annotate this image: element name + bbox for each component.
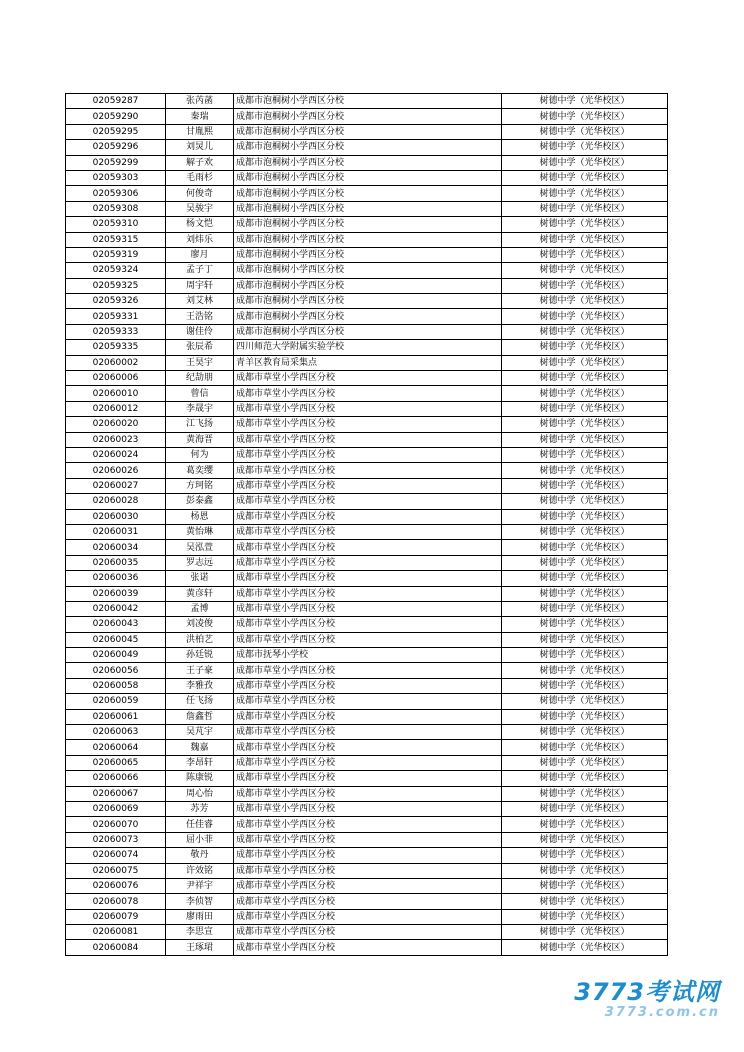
student-id-cell: 02060034 [66,540,166,555]
assigned-school-cell: 树德中学（光华校区） [502,540,668,555]
assigned-school-cell: 树德中学（光华校区） [502,324,668,339]
table-row [66,124,668,139]
primary-school-cell: 成都市草堂小学西区分校 [234,571,502,586]
student-name-cell: 张芮菡 [166,94,234,109]
table-row [66,678,668,693]
table-row [66,894,668,909]
assigned-school-cell: 树德中学（光华校区） [502,140,668,155]
assigned-school-cell: 树德中学（光华校区） [502,786,668,801]
assigned-school-cell: 树德中学（光华校区） [502,447,668,462]
table-row [66,94,668,109]
student-name-cell: 孙廷锐 [166,648,234,663]
student-name-cell: 廖月 [166,247,234,262]
student-id-cell: 02059306 [66,186,166,201]
assigned-school-cell: 树德中学（光华校区） [502,478,668,493]
primary-school-cell: 成都市泡桐树小学西区分校 [234,140,502,155]
assigned-school-cell: 树德中学（光华校区） [502,94,668,109]
assigned-school-cell: 树德中学（光华校区） [502,878,668,893]
primary-school-cell: 成都市泡桐树小学西区分校 [234,294,502,309]
table-row [66,540,668,555]
student-name-cell: 王浩铭 [166,309,234,324]
student-id-cell: 02059296 [66,140,166,155]
assigned-school-cell: 树德中学（光华校区） [502,771,668,786]
student-name-cell: 孟博 [166,601,234,616]
table-row [66,648,668,663]
student-name-cell: 杨恩 [166,509,234,524]
student-name-cell: 苏芳 [166,801,234,816]
student-id-cell: 02060012 [66,401,166,416]
student-name-cell: 吴芃宇 [166,725,234,740]
primary-school-cell: 成都市草堂小学西区分校 [234,878,502,893]
student-name-cell: 刘艾林 [166,294,234,309]
assigned-school-cell: 树德中学（光华校区） [502,432,668,447]
student-name-cell: 解子欢 [166,155,234,170]
student-name-cell: 方珂铭 [166,478,234,493]
primary-school-cell: 成都市泡桐树小学西区分校 [234,155,502,170]
student-id-cell: 02060069 [66,801,166,816]
primary-school-cell: 成都市草堂小学西区分校 [234,894,502,909]
student-name-cell: 任飞扬 [166,694,234,709]
primary-school-cell: 成都市泡桐树小学西区分校 [234,94,502,109]
table-row [66,463,668,478]
primary-school-cell: 成都市草堂小学西区分校 [234,401,502,416]
student-name-cell: 杨文恺 [166,217,234,232]
primary-school-cell: 成都市草堂小学西区分校 [234,694,502,709]
assigned-school-cell: 树德中学（光华校区） [502,309,668,324]
student-name-cell: 秦瑞 [166,109,234,124]
table-row [66,324,668,339]
assigned-school-cell: 树德中学（光华校区） [502,694,668,709]
assigned-school-cell: 树德中学（光华校区） [502,278,668,293]
table-row [66,863,668,878]
assigned-school-cell: 树德中学（光华校区） [502,509,668,524]
primary-school-cell: 成都市草堂小学西区分校 [234,417,502,432]
student-id-cell: 02060061 [66,709,166,724]
assigned-school-cell: 树德中学（光华校区） [502,247,668,262]
table-row [66,247,668,262]
table-row [66,371,668,386]
assigned-school-cell: 树德中学（光华校区） [502,648,668,663]
primary-school-cell: 青羊区教育局采集点 [234,355,502,370]
watermark-site-name: 3773考试网 [574,978,720,1006]
table-row [66,740,668,755]
table-row [66,309,668,324]
student-name-cell: 詹鑫哲 [166,709,234,724]
assigned-school-cell: 树德中学（光华校区） [502,494,668,509]
student-id-cell: 02060035 [66,555,166,570]
student-name-cell: 彭泰鑫 [166,494,234,509]
table-row [66,524,668,539]
student-id-cell: 02059331 [66,309,166,324]
student-name-cell: 谢佳伶 [166,324,234,339]
assigned-school-cell: 树德中学（光华校区） [502,124,668,139]
assigned-school-cell: 树德中学（光华校区） [502,524,668,539]
student-id-cell: 02060026 [66,463,166,478]
assigned-school-cell: 树德中学（光华校区） [502,401,668,416]
assigned-school-cell: 树德中学（光华校区） [502,371,668,386]
watermark-logo [574,980,720,1020]
student-id-cell: 02060020 [66,417,166,432]
student-name-cell: 曾信 [166,386,234,401]
primary-school-cell: 成都市草堂小学西区分校 [234,601,502,616]
student-id-cell: 02060076 [66,878,166,893]
primary-school-cell: 成都市草堂小学西区分校 [234,848,502,863]
assigned-school-cell: 树德中学（光华校区） [502,925,668,940]
primary-school-cell: 成都市草堂小学西区分校 [234,632,502,647]
primary-school-cell: 成都市泡桐树小学西区分校 [234,109,502,124]
primary-school-cell: 成都市泡桐树小学西区分校 [234,124,502,139]
assigned-school-cell: 树德中学（光华校区） [502,894,668,909]
assigned-school-cell: 树德中学（光华校区） [502,186,668,201]
table-row [66,386,668,401]
student-name-cell: 廖雨田 [166,909,234,924]
assigned-school-cell: 树德中学（光华校区） [502,417,668,432]
student-name-cell: 周宇轩 [166,278,234,293]
primary-school-cell: 成都市泡桐树小学西区分校 [234,263,502,278]
table-row [66,170,668,185]
primary-school-cell: 成都市泡桐树小学西区分校 [234,247,502,262]
assigned-school-cell: 树德中学（光华校区） [502,601,668,616]
table-row [66,478,668,493]
primary-school-cell: 成都市草堂小学西区分校 [234,817,502,832]
student-id-cell: 02060043 [66,617,166,632]
student-name-cell: 李晟宇 [166,401,234,416]
assigned-school-cell: 树德中学（光华校区） [502,109,668,124]
table-row [66,555,668,570]
student-name-cell: 甘胤熙 [166,124,234,139]
primary-school-cell: 成都市泡桐树小学西区分校 [234,309,502,324]
student-name-cell: 刘炅儿 [166,140,234,155]
table-row [66,694,668,709]
student-name-cell: 洪柏艺 [166,632,234,647]
student-name-cell: 王琢珺 [166,940,234,955]
assigned-school-cell: 树德中学（光华校区） [502,663,668,678]
table-row [66,109,668,124]
primary-school-cell: 成都市泡桐树小学西区分校 [234,170,502,185]
primary-school-cell: 成都市泡桐树小学西区分校 [234,278,502,293]
table-row [66,155,668,170]
table-row [66,909,668,924]
student-id-cell: 02060066 [66,771,166,786]
student-name-cell: 任佳睿 [166,817,234,832]
student-id-cell: 02060075 [66,863,166,878]
student-id-cell: 02060058 [66,678,166,693]
table-row [66,447,668,462]
watermark-site-url: 3773.com.cn [604,1005,720,1021]
student-id-cell: 02059319 [66,247,166,262]
student-id-cell: 02059310 [66,217,166,232]
table-row [66,925,668,940]
assigned-school-cell: 树德中学（光华校区） [502,386,668,401]
student-name-cell: 江飞扬 [166,417,234,432]
student-name-cell: 刘炜乐 [166,232,234,247]
student-id-cell: 02060031 [66,524,166,539]
student-name-cell: 李昂轩 [166,755,234,770]
student-id-cell: 02060002 [66,355,166,370]
student-name-cell: 黄海晋 [166,432,234,447]
primary-school-cell: 成都市草堂小学西区分校 [234,801,502,816]
table-row [66,771,668,786]
student-id-cell: 02060045 [66,632,166,647]
table-row [66,340,668,355]
primary-school-cell: 成都市草堂小学西区分校 [234,678,502,693]
student-id-cell: 02059335 [66,340,166,355]
table-row [66,801,668,816]
student-name-cell: 李侦智 [166,894,234,909]
primary-school-cell: 四川师范大学附属实验学校 [234,340,502,355]
primary-school-cell: 成都市草堂小学西区分校 [234,386,502,401]
primary-school-cell: 成都市草堂小学西区分校 [234,463,502,478]
student-name-cell: 刘凌俊 [166,617,234,632]
table-row [66,140,668,155]
primary-school-cell: 成都市草堂小学西区分校 [234,524,502,539]
assigned-school-cell: 树德中学（光华校区） [502,586,668,601]
student-id-cell: 02059333 [66,324,166,339]
primary-school-cell: 成都市草堂小学西区分校 [234,909,502,924]
student-id-cell: 02060036 [66,571,166,586]
student-id-cell: 02060059 [66,694,166,709]
primary-school-cell: 成都市草堂小学西区分校 [234,494,502,509]
table-row [66,186,668,201]
primary-school-cell: 成都市泡桐树小学西区分校 [234,201,502,216]
table-row [66,878,668,893]
primary-school-cell: 成都市草堂小学西区分校 [234,432,502,447]
student-id-cell: 02060081 [66,925,166,940]
table-row [66,401,668,416]
assigned-school-cell: 树德中学（光华校区） [502,832,668,847]
student-name-cell: 许效铭 [166,863,234,878]
student-id-cell: 02060074 [66,848,166,863]
student-id-cell: 02060065 [66,755,166,770]
student-id-cell: 02059287 [66,94,166,109]
table-row [66,632,668,647]
table-row [66,663,668,678]
table-row [66,417,668,432]
assigned-school-cell: 树德中学（光华校区） [502,755,668,770]
student-name-cell: 王昊宇 [166,355,234,370]
table-row [66,832,668,847]
student-name-cell: 张辰希 [166,340,234,355]
assigned-school-cell: 树德中学（光华校区） [502,940,668,955]
student-id-cell: 02060067 [66,786,166,801]
assigned-school-cell: 树德中学（光华校区） [502,909,668,924]
student-id-cell: 02060042 [66,601,166,616]
primary-school-cell: 成都市草堂小学西区分校 [234,940,502,955]
student-id-cell: 02059308 [66,201,166,216]
primary-school-cell: 成都市草堂小学西区分校 [234,509,502,524]
primary-school-cell: 成都市草堂小学西区分校 [234,786,502,801]
assigned-school-cell: 树德中学（光华校区） [502,709,668,724]
student-name-cell: 黄怡琳 [166,524,234,539]
table-row [66,586,668,601]
student-id-cell: 02060079 [66,909,166,924]
assigned-school-cell: 树德中学（光华校区） [502,555,668,570]
primary-school-cell: 成都市草堂小学西区分校 [234,617,502,632]
student-name-cell: 屈小菲 [166,832,234,847]
table-row [66,494,668,509]
primary-school-cell: 成都市泡桐树小学西区分校 [234,217,502,232]
primary-school-cell: 成都市草堂小学西区分校 [234,447,502,462]
student-id-cell: 02059325 [66,278,166,293]
roster-body [66,94,668,956]
student-name-cell: 敬丹 [166,848,234,863]
student-name-cell: 纪劼朋 [166,371,234,386]
assigned-school-cell: 树德中学（光华校区） [502,340,668,355]
primary-school-cell: 成都市草堂小学西区分校 [234,740,502,755]
primary-school-cell: 成都市泡桐树小学西区分校 [234,186,502,201]
primary-school-cell: 成都市草堂小学西区分校 [234,371,502,386]
primary-school-cell: 成都市草堂小学西区分校 [234,555,502,570]
student-id-cell: 02059299 [66,155,166,170]
primary-school-cell: 成都市草堂小学西区分校 [234,478,502,493]
student-id-cell: 02059303 [66,170,166,185]
student-name-cell: 吴骏宇 [166,201,234,216]
student-id-cell: 02059315 [66,232,166,247]
student-id-cell: 02060049 [66,648,166,663]
table-row [66,617,668,632]
assigned-school-cell: 树德中学（光华校区） [502,571,668,586]
assigned-school-cell: 树德中学（光华校区） [502,294,668,309]
assigned-school-cell: 树德中学（光华校区） [502,725,668,740]
assigned-school-cell: 树德中学（光华校区） [502,817,668,832]
student-name-cell: 罗志远 [166,555,234,570]
table-row [66,709,668,724]
table-row [66,571,668,586]
student-name-cell: 何俊奇 [166,186,234,201]
table-row [66,278,668,293]
student-id-cell: 02059295 [66,124,166,139]
student-name-cell: 李思宣 [166,925,234,940]
student-name-cell: 陈康锐 [166,771,234,786]
assigned-school-cell: 树德中学（光华校区） [502,863,668,878]
student-id-cell: 02060027 [66,478,166,493]
assigned-school-cell: 树德中学（光华校区） [502,463,668,478]
assigned-school-cell: 树德中学（光华校区） [502,632,668,647]
assigned-school-cell: 树德中学（光华校区） [502,155,668,170]
assigned-school-cell: 树德中学（光华校区） [502,201,668,216]
student-id-cell: 02060006 [66,371,166,386]
table-row [66,201,668,216]
primary-school-cell: 成都市草堂小学西区分校 [234,755,502,770]
primary-school-cell: 成都市抚琴小学校 [234,648,502,663]
assigned-school-cell: 树德中学（光华校区） [502,801,668,816]
table-row [66,355,668,370]
table-row [66,509,668,524]
student-id-cell: 02060073 [66,832,166,847]
table-row [66,848,668,863]
table-row [66,755,668,770]
assigned-school-cell: 树德中学（光华校区） [502,678,668,693]
table-row [66,601,668,616]
student-name-cell: 张诺 [166,571,234,586]
primary-school-cell: 成都市草堂小学西区分校 [234,725,502,740]
student-name-cell: 尹祥宇 [166,878,234,893]
student-id-cell: 02060028 [66,494,166,509]
student-id-cell: 02060056 [66,663,166,678]
assigned-school-cell: 树德中学（光华校区） [502,740,668,755]
table-row [66,786,668,801]
primary-school-cell: 成都市泡桐树小学西区分校 [234,232,502,247]
student-id-cell: 02060070 [66,817,166,832]
student-id-cell: 02060063 [66,725,166,740]
primary-school-cell: 成都市草堂小学西区分校 [234,771,502,786]
student-id-cell: 02059290 [66,109,166,124]
assigned-school-cell: 树德中学（光华校区） [502,848,668,863]
assigned-school-cell: 树德中学（光华校区） [502,170,668,185]
student-id-cell: 02060024 [66,447,166,462]
student-id-cell: 02060030 [66,509,166,524]
primary-school-cell: 成都市草堂小学西区分校 [234,832,502,847]
assigned-school-cell: 树德中学（光华校区） [502,355,668,370]
primary-school-cell: 成都市草堂小学西区分校 [234,663,502,678]
primary-school-cell: 成都市草堂小学西区分校 [234,540,502,555]
student-name-cell: 李雅孜 [166,678,234,693]
student-name-cell: 吴泓萱 [166,540,234,555]
assigned-school-cell: 树德中学（光华校区） [502,217,668,232]
primary-school-cell: 成都市草堂小学西区分校 [234,586,502,601]
student-id-cell: 02060064 [66,740,166,755]
primary-school-cell: 成都市草堂小学西区分校 [234,863,502,878]
assigned-school-cell: 树德中学（光华校区） [502,232,668,247]
table-row [66,725,668,740]
student-name-cell: 黄彦轩 [166,586,234,601]
student-id-cell: 02059326 [66,294,166,309]
student-id-cell: 02060078 [66,894,166,909]
student-name-cell: 周心怡 [166,786,234,801]
primary-school-cell: 成都市草堂小学西区分校 [234,925,502,940]
student-id-cell: 02060084 [66,940,166,955]
student-name-cell: 王子豪 [166,663,234,678]
student-name-cell: 葛奕缨 [166,463,234,478]
assigned-school-cell: 树德中学（光华校区） [502,263,668,278]
table-row [66,817,668,832]
student-id-cell: 02059324 [66,263,166,278]
table-row [66,232,668,247]
student-name-cell: 毛雨杉 [166,170,234,185]
table-row [66,294,668,309]
table-row [66,432,668,447]
assigned-school-cell: 树德中学（光华校区） [502,617,668,632]
student-name-cell: 魏嘉 [166,740,234,755]
table-row [66,940,668,955]
student-name-cell: 孟子丁 [166,263,234,278]
table-row [66,217,668,232]
primary-school-cell: 成都市草堂小学西区分校 [234,709,502,724]
student-id-cell: 02060039 [66,586,166,601]
primary-school-cell: 成都市泡桐树小学西区分校 [234,324,502,339]
student-name-cell: 何为 [166,447,234,462]
student-roster-table [65,93,668,956]
student-id-cell: 02060023 [66,432,166,447]
table-row [66,263,668,278]
student-id-cell: 02060010 [66,386,166,401]
